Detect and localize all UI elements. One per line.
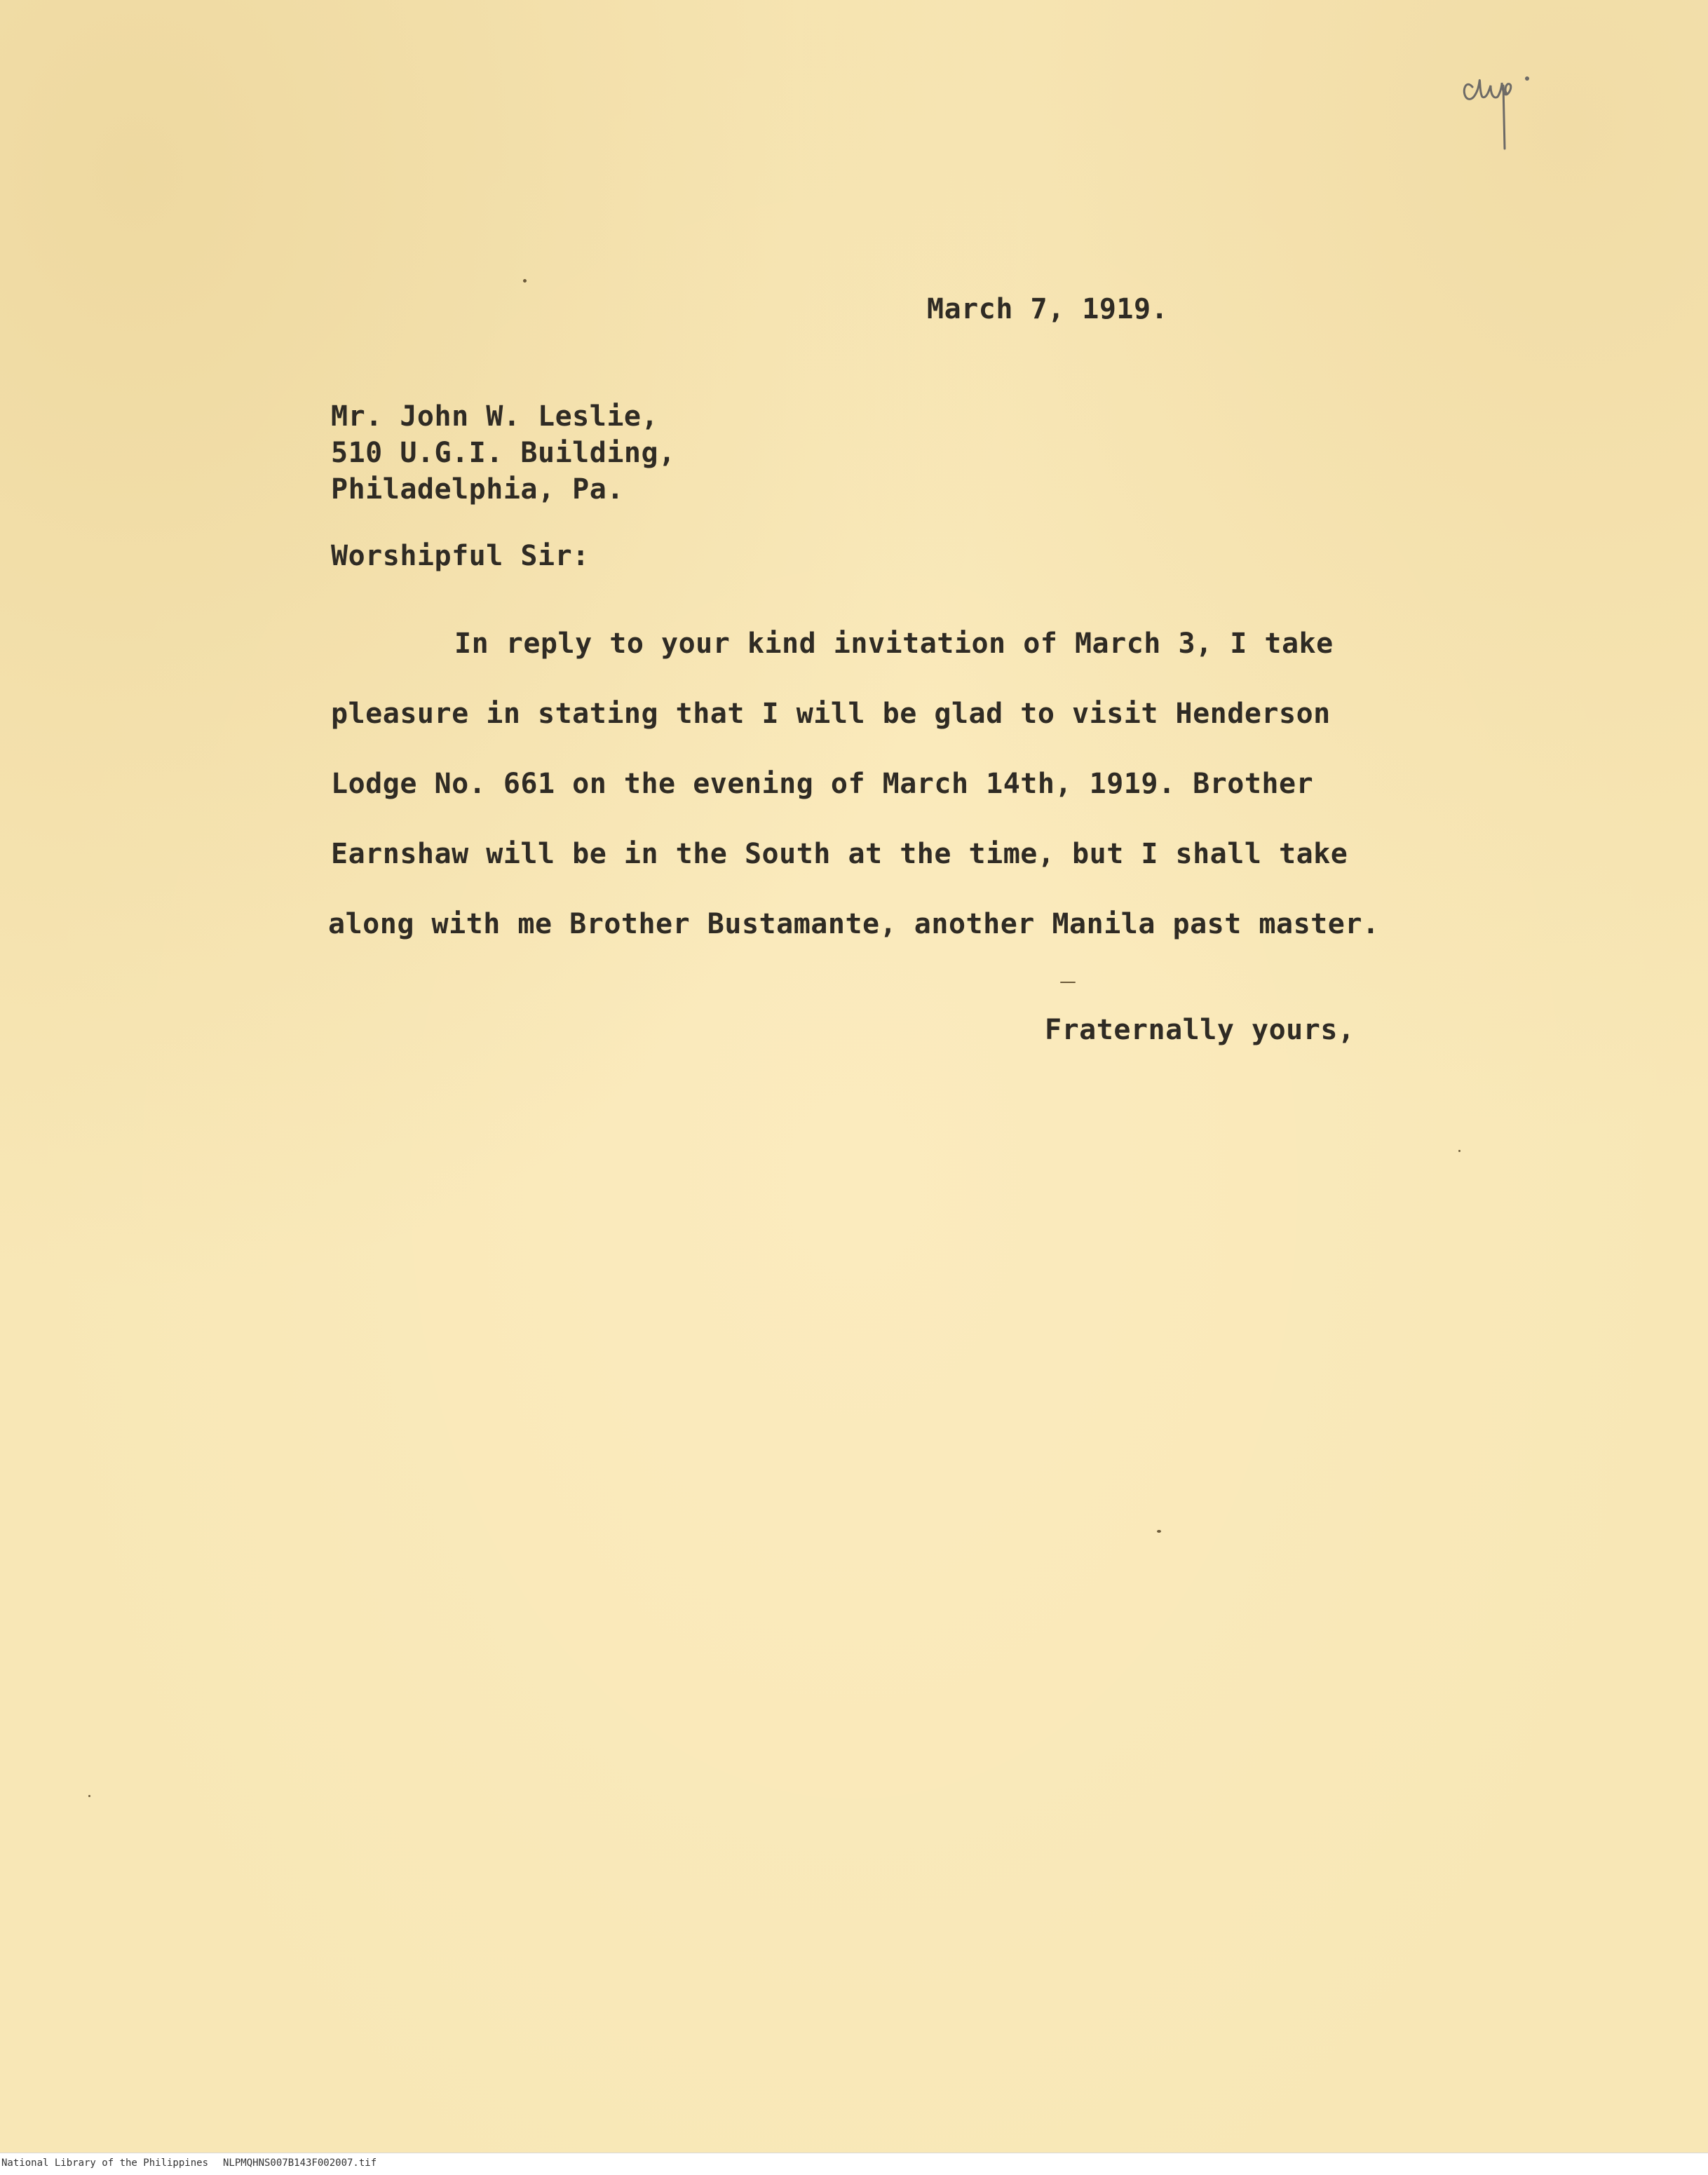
recipient-street: 510 U.G.I. Building, (331, 437, 676, 469)
scan-footer (0, 2153, 1708, 2175)
body-line: In reply to your kind invitation of March 3, I take (454, 628, 1334, 660)
body-line: along with me Brother Bustamante, another Manila past master. (328, 908, 1380, 940)
footer-institution: National Library of the Philippines (1, 2157, 209, 2169)
salutation: Worshipful Sir: (331, 540, 590, 572)
footer-file-name: NLPMQHNS007B143F002007.tif (223, 2157, 377, 2169)
paper-speck (88, 1795, 90, 1797)
paper-speck (523, 279, 527, 283)
paper-speck (1157, 1530, 1161, 1533)
recipient-city: Philadelphia, Pa. (331, 473, 624, 506)
recipient-name: Mr. John W. Leslie, (331, 400, 659, 433)
body-line: Earnshaw will be in the South at the time, but I shall take (331, 838, 1348, 870)
closing: Fraternally yours, (1045, 1014, 1355, 1046)
letter-date: March 7, 1919. (927, 293, 1169, 325)
body-line: Lodge No. 661 on the evening of March 14th, 1919. Brother (331, 768, 1314, 800)
handwritten-dup-annotation (1458, 50, 1571, 156)
paper-speck (1060, 982, 1076, 983)
body-line: pleasure in stating that I will be glad to visit Henderson (331, 698, 1331, 730)
paper-speck (1458, 1150, 1460, 1152)
